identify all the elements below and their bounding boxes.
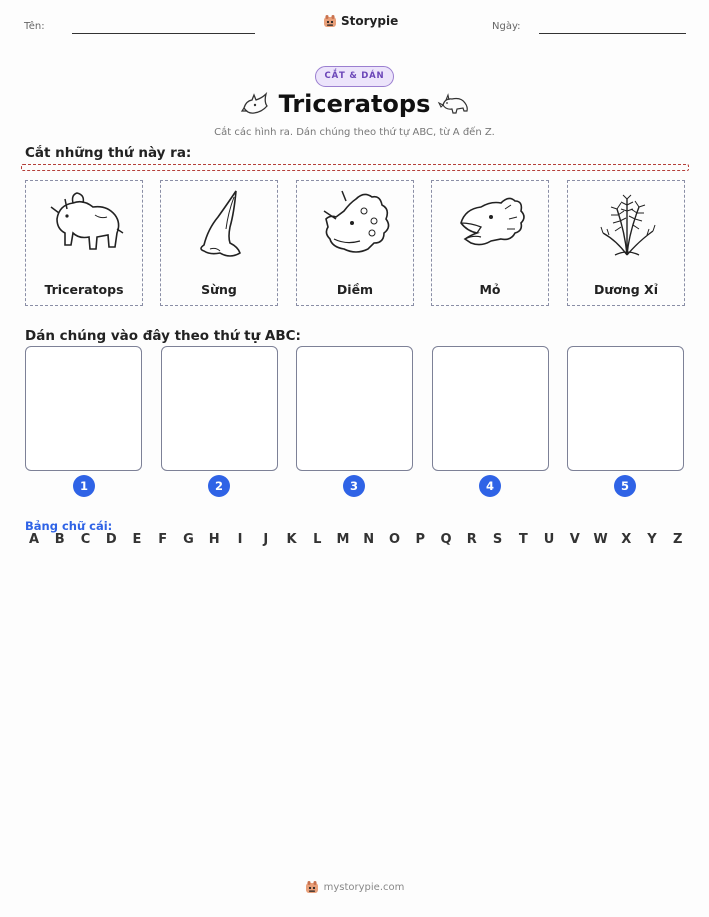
triceratops-icon — [45, 189, 125, 261]
date-line[interactable] — [539, 33, 686, 34]
alphabet-letter: N — [363, 532, 375, 547]
alphabet-letter: B — [54, 532, 65, 547]
cut-line — [21, 164, 689, 171]
cut-card-beak[interactable] — [431, 180, 549, 306]
alphabet-letter: R — [466, 532, 477, 547]
alphabet-letter: Z — [673, 532, 683, 547]
alphabet-letter: W — [593, 532, 608, 547]
alphabet-row — [26, 532, 686, 547]
slot-number: 3 — [343, 475, 365, 497]
card-label: Mỏ — [479, 282, 501, 297]
paste-slot-4[interactable] — [432, 346, 549, 471]
footer — [0, 880, 709, 894]
alphabet-letter: J — [263, 532, 269, 547]
alphabet-letter: M — [336, 532, 350, 547]
paste-slot-3[interactable] — [296, 346, 413, 471]
alphabet-letter: T — [518, 532, 528, 547]
instructions: Cắt các hình ra. Dán chúng theo thứ tự ABC, từ A đến Z. — [214, 127, 495, 138]
brand-name: Storypie — [341, 14, 399, 28]
alphabet-letter: O — [388, 532, 401, 547]
alphabet-letter: H — [208, 532, 220, 547]
storypie-logo-icon — [305, 880, 319, 894]
fern-icon — [587, 189, 667, 261]
alphabet-letter: C — [80, 532, 91, 547]
alphabet-letter: U — [543, 532, 555, 547]
name-line[interactable] — [72, 33, 255, 34]
brand-logo — [323, 14, 398, 28]
card-label: Sừng — [201, 282, 237, 297]
alphabet-letter: K — [286, 532, 297, 547]
slot-number: 2 — [208, 475, 230, 497]
horn-icon — [180, 189, 260, 261]
slot-number: 5 — [614, 475, 636, 497]
page-title: Triceratops — [278, 90, 431, 118]
alphabet-letter: V — [569, 532, 580, 547]
frill-icon — [316, 189, 396, 261]
activity-badge: CẮT & DÁN — [315, 66, 394, 87]
dino-body-right-icon — [437, 93, 471, 117]
alphabet-letter: X — [621, 532, 632, 547]
alphabet-letter: L — [313, 532, 322, 547]
paste-heading: Dán chúng vào đây theo thứ tự ABC: — [25, 328, 301, 344]
cut-heading: Cắt những thứ này ra: — [25, 145, 192, 161]
slot-number: 4 — [479, 475, 501, 497]
alphabet-letter: G — [183, 532, 194, 547]
footer-url[interactable]: mystorypie.com — [323, 881, 405, 893]
alphabet-letter: A — [28, 532, 40, 547]
alphabet-letter: E — [132, 532, 142, 547]
paste-slot-1[interactable] — [25, 346, 142, 471]
cut-card-triceratops[interactable] — [25, 180, 143, 306]
cut-card-horn[interactable] — [160, 180, 278, 306]
storypie-logo-icon — [323, 14, 337, 28]
name-label: Tên: — [24, 21, 45, 32]
beak-icon — [451, 189, 531, 261]
slot-number: 1 — [73, 475, 95, 497]
alphabet-letter: P — [415, 532, 426, 547]
alphabet-letter: I — [237, 532, 243, 547]
alphabet-letter: Y — [647, 532, 657, 547]
card-label: Triceratops — [44, 282, 124, 297]
alphabet-letter: F — [158, 532, 168, 547]
card-label: Diềm — [336, 282, 374, 297]
paste-slot-2[interactable] — [161, 346, 278, 471]
alphabet-letter: S — [492, 532, 503, 547]
alphabet-label: Bảng chữ cái: — [25, 519, 113, 533]
alphabet-letter: Q — [440, 532, 452, 547]
cut-card-frill[interactable] — [296, 180, 414, 306]
card-label: Dương Xỉ — [594, 282, 658, 297]
alphabet-letter: D — [105, 532, 117, 547]
cut-card-fern[interactable] — [567, 180, 685, 306]
paste-slot-5[interactable] — [567, 346, 684, 471]
date-label: Ngày: — [492, 21, 521, 32]
